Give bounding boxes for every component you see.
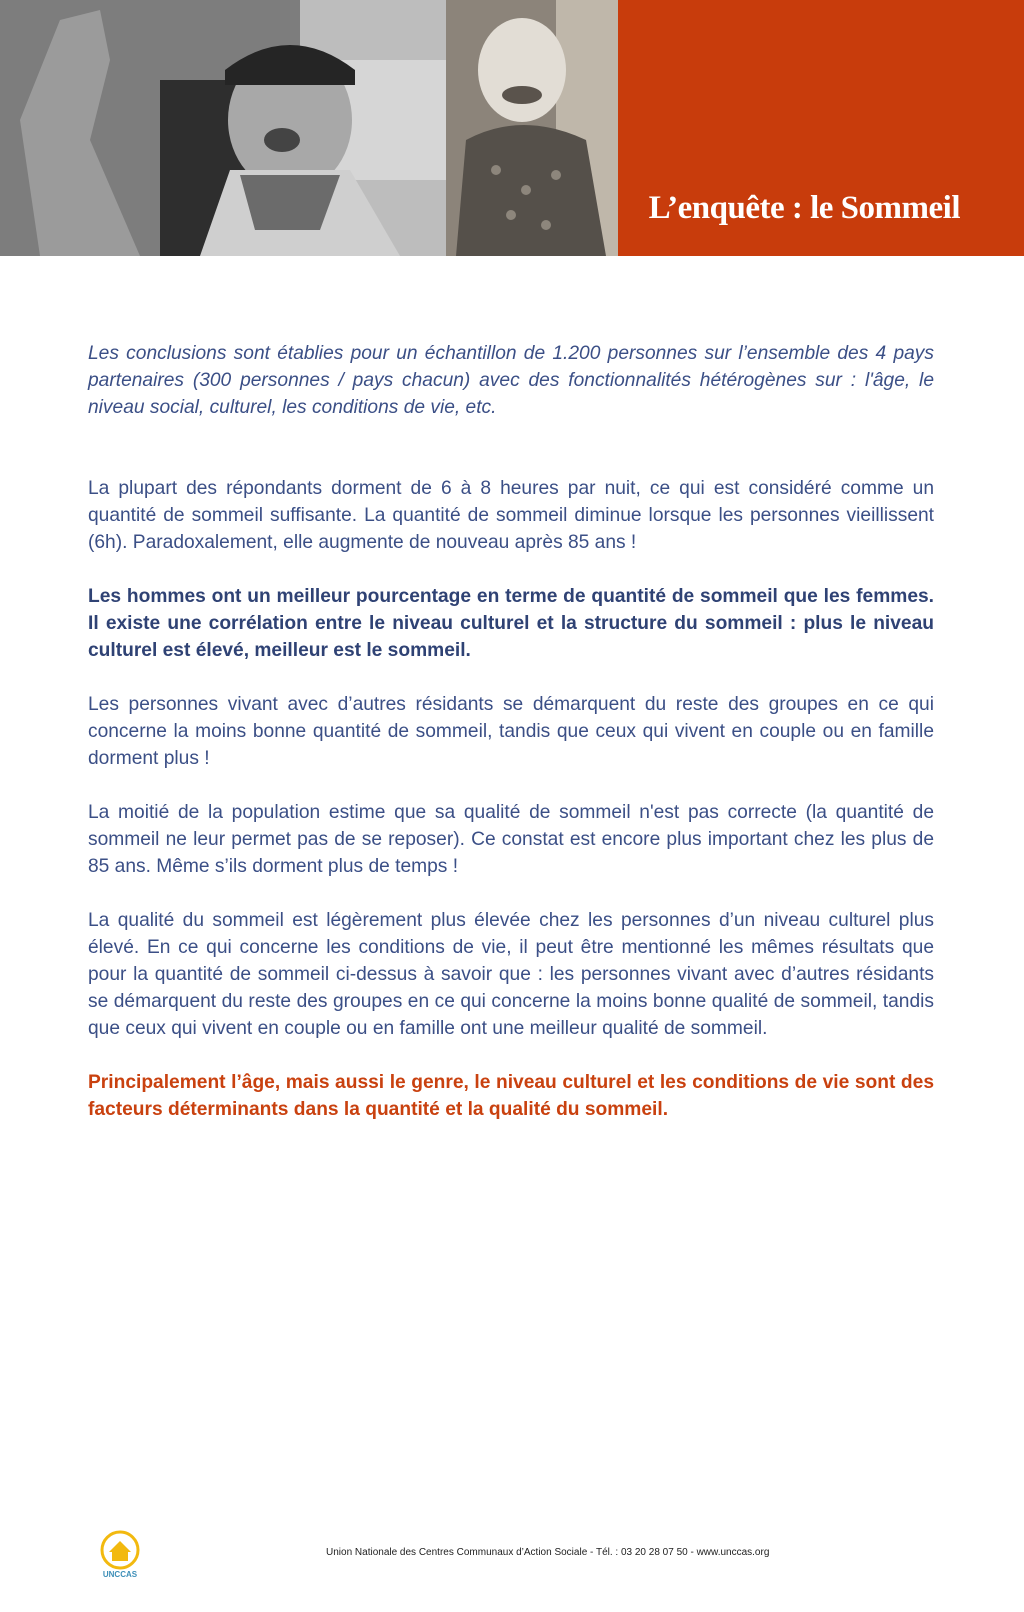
paragraph-living-conditions: Les personnes vivant avec d’autres résidants se démarquent du reste des groupes en ce qui concerne la moins bonne quantité de sommeil, tandis que ceux qui vivent en couple ou en famille dorment plus ! xyxy=(88,694,934,769)
article-body xyxy=(88,340,934,1123)
header-banner xyxy=(0,0,1024,256)
intro-paragraph: Les conclusions sont établies pour un échantillon de 1.200 personnes sur l’ensemble des 4 pays partenaires (300 personnes / pays chacun) avec des fonctionnalités hétérogènes sur : l'âge, le niveau social, culturel, les conditions de vie, etc. xyxy=(88,343,934,418)
photo-elderly-woman xyxy=(446,0,618,256)
paragraph-gender-culture: Les hommes ont un meilleur pourcentage en terme de quantité de sommeil que les femmes. Il existe une corrélation entre le niveau culturel et la structure du sommeil : plus le niveau culturel est élevé, meilleur est le sommeil. xyxy=(88,586,934,661)
photo-elderly-man xyxy=(0,0,446,256)
conclusion-paragraph: Principalement l’âge, mais aussi le genre, le niveau culturel et les conditions de vie sont des facteurs déterminants dans la quantité et la qualité du sommeil. xyxy=(88,1072,934,1120)
page-title: L’enquête : le Sommeil xyxy=(648,190,960,226)
paragraph-sleep-hours: La plupart des répondants dorment de 6 à 8 heures par nuit, ce qui est considéré comme un quantité de sommeil suffisante. La quantité de sommeil diminue lorsque les personnes vieillissent (6h). Paradoxalement, elle augmente de nouveau après 85 ans ! xyxy=(88,478,934,553)
footer-contact: Union Nationale des Centres Communaux d’Action Sociale - Tél. : 03 20 28 07 50 - www.unccas.org xyxy=(326,1547,770,1558)
paragraph-quality-culture: La qualité du sommeil est légèrement plus élevée chez les personnes d’un niveau culturel plus élevé. En ce qui concerne les conditions de vie, il peut être mentionné les mêmes résultats que pour la quantité de sommeil ci-dessus à savoir que : les personnes vivant avec d’autres résidants se démarquent du reste des groupes en ce qui concerne la moins bonne qualité de sommeil, tandis que ceux qui vivent en couple ou en famille ont une meilleur qualité de sommeil. xyxy=(88,910,934,1039)
house-logo-icon xyxy=(96,1530,144,1570)
logo-label: UNCCAS xyxy=(102,1570,138,1579)
paragraph-sleep-quality: La moitié de la population estime que sa qualité de sommeil n'est pas correcte (la quantité de sommeil ne leur permet pas de se reposer). Ce constat est encore plus important chez les plus de 85 ans. Même s’ils dorment plus de temps ! xyxy=(88,802,934,877)
title-block xyxy=(618,0,1024,256)
unccas-logo xyxy=(96,1530,144,1584)
